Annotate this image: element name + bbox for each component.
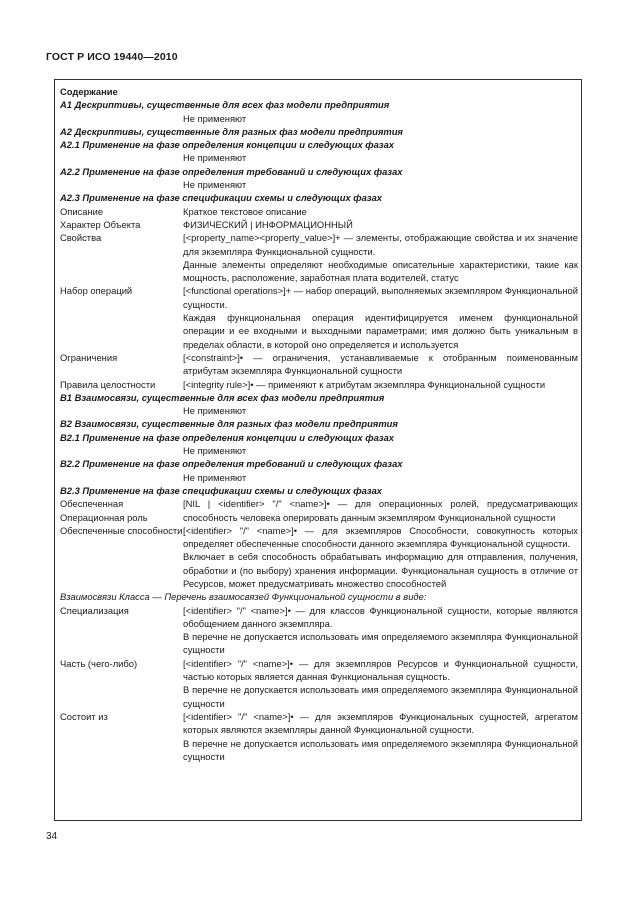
heading-a1: А1 Дескриптивы, существенные для всех фаз модели предприятия [60, 99, 390, 111]
row-properties-extra [60, 258, 578, 285]
row-operations [60, 284, 578, 311]
row-provided-operational-role [60, 497, 578, 524]
heading-b23: В2.3 Применение на фазе спецификации схемы и следующих фазах [60, 484, 383, 496]
row-consists-of-extra [60, 737, 578, 764]
row-value: [<property_name><property_value>]+ — элементы, отображающие свойства и их значение для экземпляра Функциональной сущности. [183, 232, 578, 257]
row-provided-capabilities [60, 524, 578, 551]
heading-a2: А2 Дескриптивы, существенные для разных фаз модели предприятия [60, 125, 403, 137]
row-specialization [60, 604, 578, 631]
row-value: В перечне не допускается использовать имя определяемого экземпляра Функциональной сущности [183, 631, 578, 656]
row-value: Данные элементы определяют необходимые описательные характеристики, такие как мощность, расположение, заработная плата водителей, статус [183, 258, 578, 284]
content-table [60, 85, 578, 763]
row-object-character [60, 218, 578, 231]
row-value: Краткое текстовое описание [183, 205, 307, 217]
heading-a22: А2.2 Применение на фазе определения требований и следующих фазах [60, 165, 403, 177]
not-applicable-b1: Не применяют [183, 405, 247, 417]
heading-b21: В2.1 Применение на фазе определения концепции и следующих фазах [60, 431, 394, 443]
section-title: Содержание [60, 86, 118, 97]
row-label: Обеспеченные способности [60, 524, 183, 536]
row-label: Часть (чего-либо) [60, 657, 138, 669]
not-applicable-a22: Не применяют [183, 179, 247, 191]
row-value: Каждая функциональная операция идентифицируется именем функциональной операции и ее входными и выходными параметрами; имя должно быть уникальным в пределах области, в которой оно определяется и используется [183, 312, 578, 350]
row-label: Специализация [60, 604, 129, 616]
row-operations-extra [60, 311, 578, 351]
row-value: [NIL | <identifier> "/" <name>]• — для операционных ролей, предусматривающих способность человека оперировать данным экземпляром Функциональной сущности [183, 498, 578, 523]
row-label: Характер Объекта [60, 218, 141, 230]
row-part-of-extra [60, 683, 578, 710]
not-applicable-a21: Не применяют [183, 152, 247, 164]
heading-b2: В2 Взаимосвязи, существенные для разных фаз модели предприятия [60, 418, 398, 430]
row-value: В перечне не допускается использовать имя определяемого экземпляра Функциональной сущности [183, 737, 578, 762]
row-label: Ограничения [60, 351, 118, 363]
row-constraints [60, 351, 578, 378]
row-provided-capabilities-extra [60, 550, 578, 590]
row-label: Описание [60, 205, 104, 217]
row-label: Свойства [60, 232, 102, 244]
row-properties [60, 231, 578, 258]
row-description [60, 205, 578, 218]
row-value: Включает в себя способность обрабатывать информацию для отправления, получения, обработки и (по выбору) хранения информации. Функциональная сущность в отличие от Ресурсов, может предусматривать множество способностей [183, 551, 578, 589]
not-applicable-b22: Не применяют [183, 471, 247, 483]
row-specialization-extra [60, 630, 578, 657]
row-integrity-rules [60, 378, 578, 391]
row-value: ФИЗИЧЕСКИЙ | ИНФОРМАЦИОННЫЙ [183, 218, 353, 230]
row-value: [<identifier> "/" <name>]• — для классов Функциональной сущности, которые являются обобщением данного экземпляра. [183, 604, 578, 629]
document-header: ГОСТ Р ИСО 19440—2010 [46, 51, 178, 63]
heading-b22: В2.2 Применение на фазе определения требований и следующих фазах [60, 458, 403, 470]
heading-a21: А2.1 Применение на фазе определения концепции и следующих фазах [60, 139, 394, 151]
heading-b1: В1 Взаимосвязи, существенные для всех фаз модели предприятия [60, 391, 385, 403]
row-value: [<identifier> "/" <name>]• — для экземпляров Ресурсов и Функциональной сущности, частью которых является данная Функциональная сущность. [183, 657, 578, 683]
row-value: [<identifier> "/" <name>]• — для экземпляров Функциональных сущностей, агрегатом которых являются экземпляры данной Функциональной сущности. [183, 710, 578, 736]
row-label: Набор операций [60, 285, 133, 297]
not-applicable-b21: Не применяют [183, 445, 247, 457]
class-relations-intro: Взаимосвязи Класса — Перечень взаимосвязей Функциональной сущности в виде: [60, 591, 427, 603]
row-label: Состоит из [60, 710, 108, 722]
not-applicable-a1: Не применяют [183, 112, 247, 124]
heading-a23: А2.3 Применение на фазе спецификации схемы и следующих фазах [60, 192, 383, 204]
page-number: 34 [46, 831, 58, 842]
row-consists-of [60, 710, 578, 737]
row-value: [<identifier> "/" <name>]• — для экземпляров Способности, совокупность которых определяет обеспеченные способности данного экземпляра Функциональной сущности. [183, 524, 578, 550]
row-label: Обеспеченная Операционная роль [60, 498, 148, 523]
row-part-of [60, 657, 578, 684]
row-value: [<functional operations>]+ — набор операций, выполняемых экземпляром Функциональной сущности. [183, 285, 578, 310]
row-value: [<integrity rule>]• — применяют к атрибутам экземпляра Функциональной сущности [183, 378, 546, 390]
row-value: [<constraint>]• — ограничения, устанавливаемые к отобранным поименованным атрибутам экземпляра Функциональной сущности [183, 351, 578, 377]
row-value: В перечне не допускается использовать имя определяемого экземпляра Функциональной сущности [183, 684, 578, 709]
row-label: Правила целостности [60, 378, 156, 390]
